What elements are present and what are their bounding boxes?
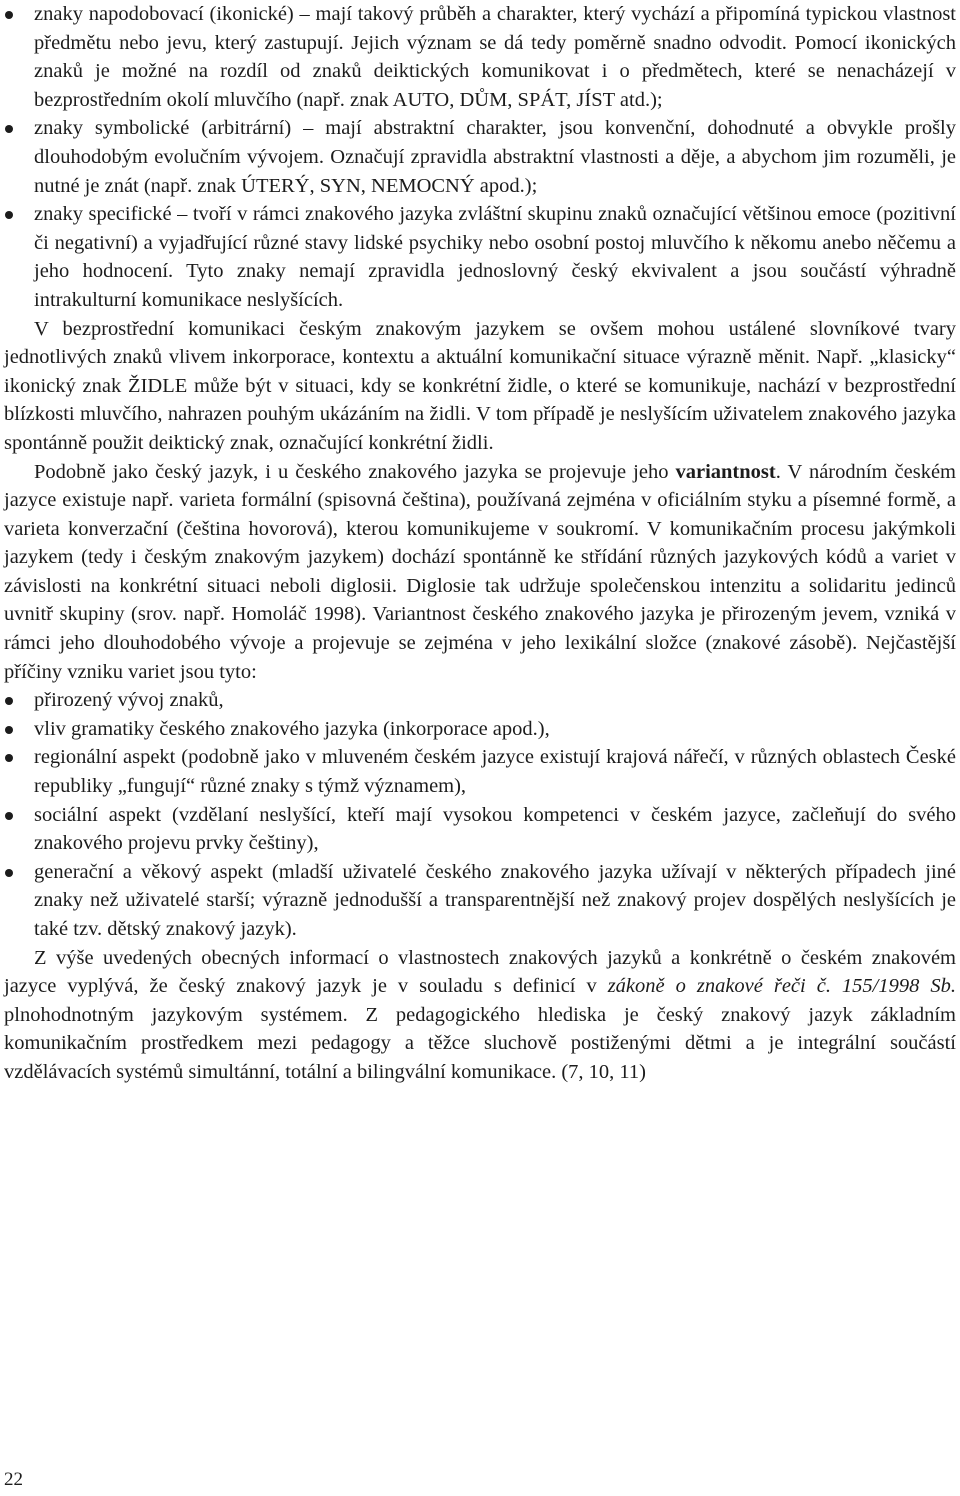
bullet-icon	[5, 125, 13, 133]
list-item-text: znaky specifické – tvoří v rámci znakového jazyka zvláštní skupinu znaků označující většinou emoce (pozitivní či negativní) a vyjadřující různé stavy lidské psychiky nebo osobní postoj mluvčího k někomu anebo něčemu a jeho hodnocení. Tyto znaky nemají zpravidla jednoslovný český ekvivalent a jsou součástí výhradně intrakulturní komunikace neslyšících.	[34, 203, 956, 311]
list-item-iconic-signs	[4, 0, 956, 114]
bullet-icon	[5, 726, 13, 734]
paragraph-text: Z výše uvedených obecných informací o vlastnostech znakových jazyků a konkrétně o českém znakovém jazyce vyplývá, že český znakový jazyk je v souladu s definicí v	[4, 946, 956, 998]
bullet-icon	[5, 11, 13, 19]
paragraph-conclusion	[4, 944, 956, 1087]
list-item-symbolic-signs	[4, 114, 956, 200]
list-item-text: regionální aspekt (podobně jako v mluveném českém jazyce existují krajová nářečí, v různých oblastech České republiky „fungují“ různé znaky s týmž významem),	[34, 746, 956, 798]
list-item-cause	[4, 743, 956, 800]
paragraph-text: plnohodnotným jazykovým systémem. Z pedagogického hlediska je český znakový jazyk základním komunikačním prostředkem mezi pedagogy a těžce sluchově postiženými dětmi a je integrální součástí vzdělávacích systémů simultánní, totální a bilingvální komunikace. (7, 10, 11)	[4, 1003, 956, 1083]
list-item-cause	[4, 686, 956, 715]
document-page	[4, 0, 956, 1087]
list-item-text: sociální aspekt (vzdělaní neslyšící, kteří mají vysokou kompetenci v českém jazyce, začleňují do svého znakového projevu prvky češtiny),	[34, 803, 956, 855]
bullet-icon	[5, 211, 13, 219]
paragraph-variantnost	[4, 458, 956, 687]
bullet-icon	[5, 869, 13, 877]
bullet-icon	[5, 812, 13, 820]
list-item-text: znaky symbolické (arbitrární) – mají abstraktní charakter, jsou konvenční, dohodnuté a obvykle prošly dlouhodobým evolučním vývojem. Označují zpravidla abstraktní vlastnosti a děje, a abychom jim rozuměli, je nutné je znát (např. znak ÚTERÝ, SYN, NEMOCNÝ apod.);	[34, 117, 956, 197]
bullet-icon	[5, 697, 13, 705]
list-item-text: vliv gramatiky českého znakového jazyka (inkorporace apod.),	[34, 717, 550, 740]
page-number: 22	[4, 1469, 23, 1490]
law-citation: zákoně o znakové řeči č. 155/1998 Sb.	[607, 975, 956, 998]
list-item-text: generační a věkový aspekt (mladší uživatelé českého znakového jazyka užívají v některých případech jiné znaky než uživatelé starší; výrazně jednodušší a transparentnější než znakový projev dospělých neslyšících je také tzv. dětský znakový jazyk).	[34, 860, 956, 940]
list-item-cause	[4, 801, 956, 858]
bullet-icon	[5, 754, 13, 762]
list-item-cause	[4, 715, 956, 744]
paragraph-deictic: V bezprostřední komunikaci českým znakovým jazykem se ovšem mohou ustálené slovníkové tvary jednotlivých znaků vlivem inkorporace, kontextu a aktuální komunikační situace výrazně měnit. Např. „klasicky“ ikonický znak ŽIDLE může být v situaci, kdy se konkrétní židle, o které se komunikuje, nachází v bezprostřední blízkosti mluvčího, nahrazen pouhým ukázáním na židli. V tom případě je neslyšícím uživatelem znakového jazyka spontánně použit deiktický znak, označující konkrétní židli.	[4, 317, 956, 454]
paragraph-text: . V národním českém jazyce existuje např. varieta formální (spisovná čeština), používaná zejména v oficiálním styku a písemné formě, a varieta konverzační (čeština hovorová), kterou komunikujeme v soukromí. V komunikačním procesu jakýmkoli jazykem (tedy i českým znakovým jazykem) dochází spontánně ke střídání různých jazykových kódů a variet v závislosti na konkrétní situaci neboli diglosii. Diglosie tak udržuje společenskou intenzitu a solidaritu jedinců uvnitř skupiny (srov. např. Homoláč 1998). Variantnost českého znakového jazyka je přirozeným jevem, vzniká v rámci jeho dlouhodobého vývoje a projevuje se zejména v jeho lexikální složce (znakové zásobě). Nejčastější příčiny vzniku variet jsou tyto:	[4, 460, 956, 683]
list-item-text: přirozený vývoj znaků,	[34, 689, 224, 712]
paragraph-text: Podobně jako český jazyk, i u českého znakového jazyka se projevuje jeho	[34, 460, 676, 483]
list-item-specific-signs	[4, 200, 956, 314]
list-item-text: znaky napodobovací (ikonické) – mají takový průběh a charakter, který vychází a připomíná typickou vlastnost předmětu nebo jevu, který zastupují. Jejich význam se dá tedy poměrně snadno odvodit. Pomocí ikonických znaků je možné na rozdíl od znaků deiktických komunikovat i o předmětech, které se nenacházejí v bezprostředním okolí mluvčího (např. znak AUTO, DŮM, SPÁT, JÍST atd.);	[34, 3, 956, 111]
list-item-cause	[4, 858, 956, 944]
bold-term: variantnost	[675, 460, 776, 483]
